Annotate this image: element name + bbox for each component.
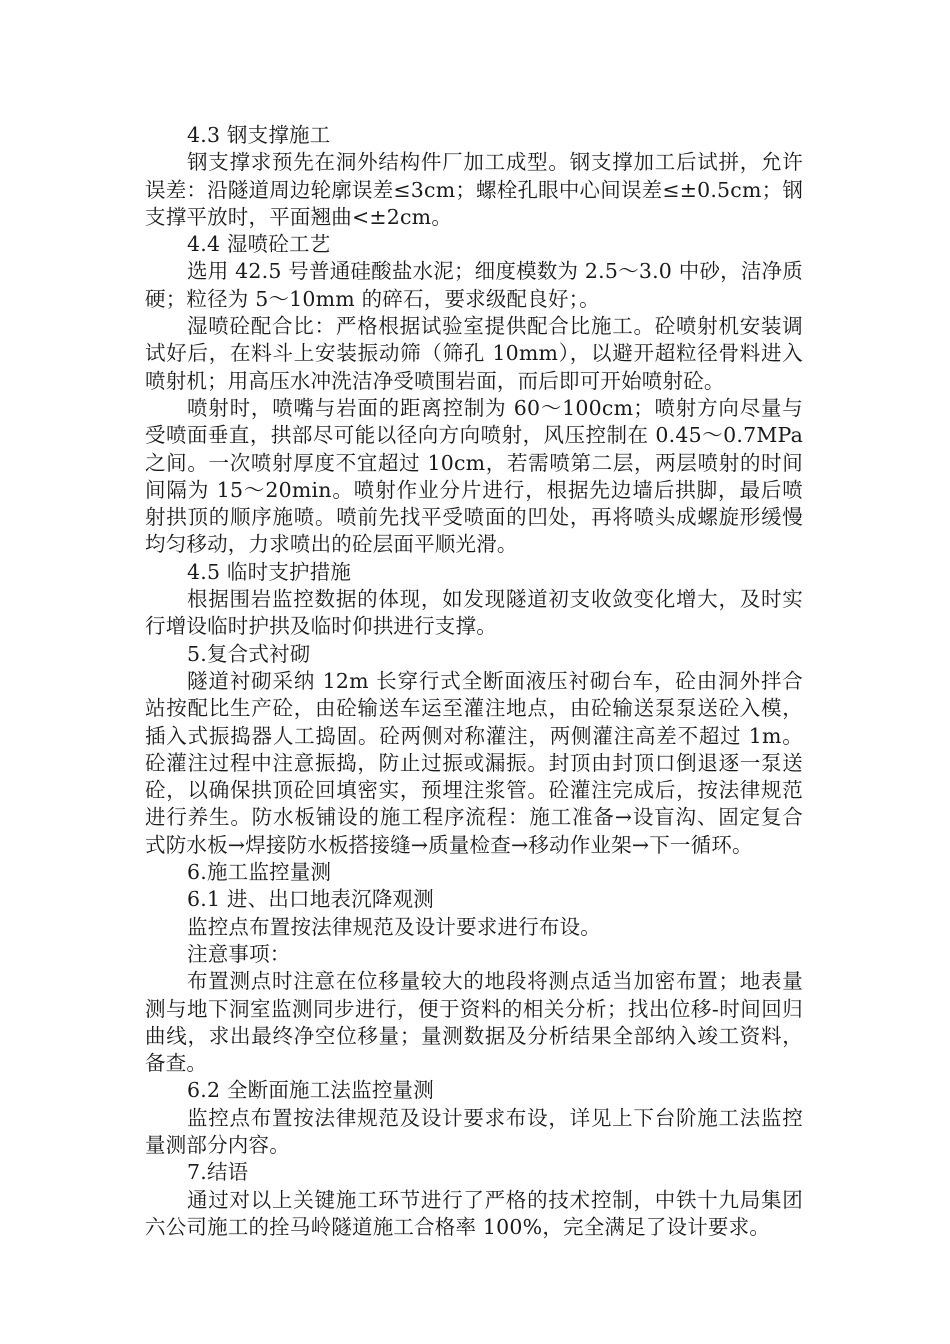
paragraph-conclusion: 通过对以上关键施工环节进行了严格的技术控制，中铁十九局集团六公司施工的拴马岭隧道施工合格率 100%，完全满足了设计要求。	[145, 1187, 803, 1239]
section-heading-7: 7.结语	[187, 1160, 249, 1185]
document-page	[145, 122, 803, 1241]
paragraph-steel-support: 钢支撑求预先在洞外结构件厂加工成型。钢支撑加工后试拼，允许误差：沿隧道周边轮廓误差≤3cm；螺栓孔眼中心间误差≤±0.5cm；钢支撑平放时，平面翘曲<±2cm。	[145, 150, 804, 229]
paragraph-notes-label: 注意事项：	[187, 941, 291, 966]
paragraph-monitor-points: 监控点布置按法律规范及设计要求进行布设。	[187, 914, 601, 939]
section-heading-4-5: 4.5 临时支护措施	[187, 559, 352, 584]
section-heading-6-2: 6.2 全断面施工法监控量测	[187, 1078, 434, 1103]
section-heading-6: 6.施工监控量测	[187, 860, 332, 885]
paragraph-temporary-support: 根据围岩监控数据的体现，如发现隧道初支收敛变化增大，及时实行增设临时护拱及临时仰拱进行支撑。	[145, 587, 803, 639]
section-heading-4-4: 4.4 湿喷砼工艺	[187, 232, 331, 257]
paragraph-notes: 布置测点时注意在位移量较大的地段将测点适当加密布置；地表量测与地下洞室监测同步进行，便于资料的相关分析；找出位移-时间回归曲线，求出最终净空位移量；量测数据及分析结果全部纳入竣工资料，备查。	[145, 969, 803, 1076]
section-heading-5: 5.复合式衬砌	[187, 641, 311, 666]
paragraph-lining: 隧道衬砌采纳 12m 长穿行式全断面液压衬砌台车，砼由洞外拌合站按配比生产砼，由砼输送车运至灌注地点，由砼输送泵泵送砼入模，插入式振捣器人工捣固。砼两侧对称灌注，两侧灌注高差不超过 1m。砼灌注过程中注意振捣，防止过振或漏振。封顶由封顶口倒退逐一泵送砼，以确保拱顶砼回填密实，预埋注浆管。砼灌注完成后，按法律规范进行养生。防水板铺设的施工程序流程：施工准备→设盲沟、固定复合式防水板→焊接防水板搭接缝→质量检查→移动作业架→下一循环。	[145, 668, 803, 857]
section-heading-4-3: 4.3 钢支撑施工	[187, 123, 331, 147]
paragraph-full-section: 监控点布置按法律规范及设计要求布设，详见上下台阶施工法监控量测部分内容。	[145, 1105, 803, 1157]
paragraph-mix-ratio: 湿喷砼配合比：严格根据试验室提供配合比施工。砼喷射机安装调试好后，在料斗上安装振动筛（筛孔 10mm），以避开超粒径骨料进入喷射机；用高压水冲洗洁净受喷围岩面，而后即可开始喷射砼。	[145, 314, 803, 393]
section-heading-6-1: 6.1 进、出口地表沉降观测	[187, 887, 434, 912]
paragraph-materials: 选用 42.5 号普通硅酸盐水泥；细度模数为 2.5～3.0 中砂，洁净质硬；粒径为 5～10mm 的碎石，要求级配良好；。	[145, 259, 803, 311]
paragraph-spraying: 喷射时，喷嘴与岩面的距离控制为 60～100cm；喷射方向尽量与受喷面垂直，拱部尽可能以径向方向喷射，风压控制在 0.45～0.7MPa 之间。一次喷射厚度不宜超过 10cm，若需喷第二层，两层喷射的时间间隔为 15～20min。喷射作业分片进行，根据先边墙后拱脚，最后喷射拱顶的顺序施喷。喷前先找平受喷面的凹处，再将喷头成螺旋形缓慢均匀移动，力求喷出的砼层面平顺光滑。	[145, 395, 803, 557]
